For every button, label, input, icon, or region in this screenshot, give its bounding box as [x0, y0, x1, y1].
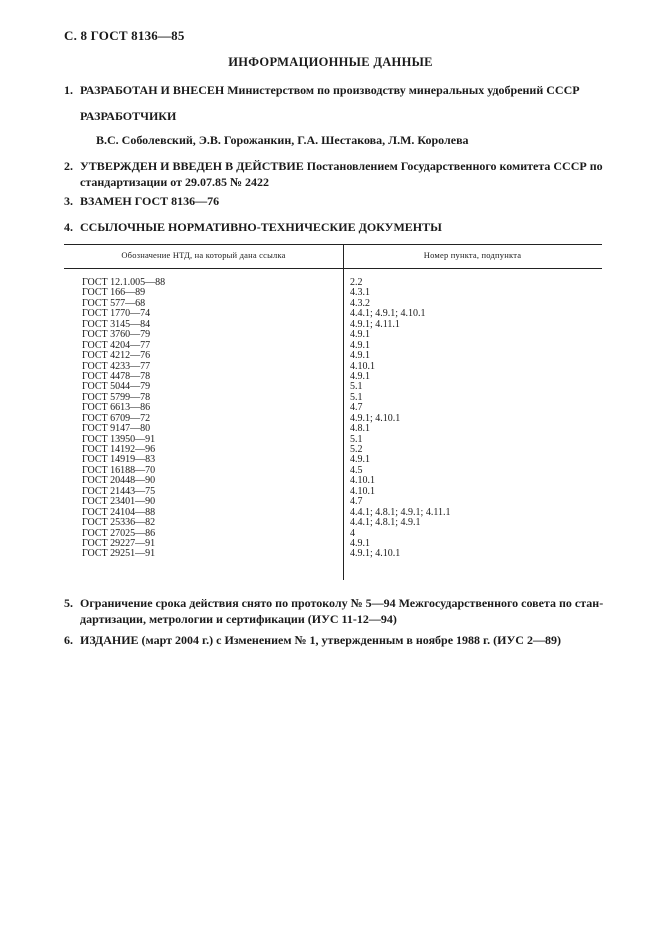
- table-cell-clause: 4.9.1; 4.10.1: [350, 548, 401, 560]
- section-2: [64, 158, 604, 190]
- section-1: [64, 82, 604, 98]
- page-header: С. 8 ГОСТ 8136—85: [64, 28, 185, 43]
- table-cell-clause: 4.9.1: [350, 329, 370, 341]
- table-cell-document: ГОСТ 25336—82: [82, 517, 156, 529]
- section-6-number: 6.: [64, 633, 73, 647]
- table-cell-clause: 5.1: [350, 433, 363, 445]
- developers-heading: РАЗРАБОТЧИКИ: [80, 109, 177, 123]
- table-cell-clause: 4.10.1: [350, 475, 375, 487]
- table-cell-document: ГОСТ 166—89: [82, 287, 146, 299]
- table-cell-clause: 4.9.1: [350, 339, 370, 351]
- section-4-number: 4.: [64, 220, 73, 234]
- table-cell-document: ГОСТ 4204—77: [82, 339, 151, 351]
- table-header-document: Обозначение НТД, на который дана ссылка: [121, 250, 286, 260]
- table-cell-clause: 4.7: [350, 496, 363, 508]
- table-header-clause: Номер пункта, подпункта: [423, 250, 522, 260]
- table-cell-document: ГОСТ 24104—88: [82, 506, 156, 518]
- table-cell-document: ГОСТ 3145—84: [82, 318, 151, 330]
- section-6: [64, 632, 604, 648]
- table-header-rule: [64, 268, 602, 269]
- table-cell-document: ГОСТ 4233—77: [82, 360, 151, 372]
- section-3: [64, 193, 604, 209]
- table-cell-clause: 4.9.1: [350, 350, 370, 362]
- table-cell-document: ГОСТ 21443—75: [82, 485, 156, 497]
- section-5-number: 5.: [64, 596, 73, 610]
- table-cell-clause: 5.1: [350, 381, 363, 393]
- table-cell-document: ГОСТ 16188—70: [82, 464, 156, 476]
- table-cell-document: ГОСТ 1770—74: [82, 308, 151, 320]
- table-cell-document: ГОСТ 14919—83: [82, 454, 156, 466]
- section-2-line-2: стандартизации от 29.07.85 № 2422: [80, 175, 270, 189]
- table-cell-clause: 2.2: [350, 277, 363, 288]
- table-cell-clause: 4.5: [350, 464, 363, 476]
- section-6-text: ИЗДАНИЕ (март 2004 г.) с Изменением № 1, утвержденным в ноябре 1988 г. (ИУС 2—89): [80, 633, 561, 647]
- table-cell-clause: 4.3.1: [350, 287, 370, 299]
- table-cell-clause: 4.9.1: [350, 370, 370, 382]
- table-row: [64, 518, 602, 528]
- table-row: [64, 424, 602, 434]
- table-cell-clause: 4.3.2: [350, 297, 370, 309]
- developers-list: В.С. Соболевский, Э.В. Горожанкин, Г.А. Шестакова, Л.М. Королева: [96, 133, 469, 147]
- table-cell-clause: 4.4.1; 4.9.1; 4.10.1: [350, 308, 426, 320]
- table-cell-document: ГОСТ 13950—91: [82, 433, 156, 445]
- table-cell-document: ГОСТ 4212—76: [82, 350, 151, 362]
- table-cell-clause: 4.4.1; 4.8.1; 4.9.1; 4.11.1: [350, 506, 451, 518]
- table-cell-clause: 4.9.1; 4.11.1: [350, 318, 400, 330]
- table-cell-clause: 4.8.1: [350, 423, 370, 435]
- table-cell-document: ГОСТ 5044—79: [82, 381, 151, 393]
- table-cell-document: ГОСТ 20448—90: [82, 475, 156, 487]
- table-cell-document: ГОСТ 29227—91: [82, 537, 156, 549]
- table-cell-clause: 4.9.1; 4.10.1: [350, 412, 401, 424]
- table-cell-clause: 4.9.1: [350, 454, 370, 466]
- table-cell-document: ГОСТ 4478—78: [82, 370, 151, 382]
- table-row: [64, 351, 602, 361]
- table-cell-clause: 5.2: [350, 444, 363, 455]
- table-cell-document: ГОСТ 12.1.005—88: [82, 277, 166, 288]
- section-1-text: РАЗРАБОТАН И ВНЕСЕН Министерством по производству минеральных удобрений СССР: [80, 83, 580, 97]
- section-5-line-2: дартизации, метрологии и сертификации (ИУС 11-12—94): [80, 612, 397, 626]
- table-top-rule: [64, 244, 602, 245]
- table-row: [64, 549, 602, 559]
- table-cell-clause: 4.4.1; 4.8.1; 4.9.1: [350, 517, 421, 529]
- document-title: ИНФОРМАЦИОННЫЕ ДАННЫЕ: [228, 55, 433, 69]
- table-cell-document: ГОСТ 5799—78: [82, 391, 151, 403]
- table-body: [64, 278, 602, 560]
- section-4-text: ССЫЛОЧНЫЕ НОРМАТИВНО-ТЕХНИЧЕСКИЕ ДОКУМЕНТЫ: [80, 220, 442, 234]
- table-cell-clause: 4.10.1: [350, 485, 375, 497]
- table-cell-clause: 4.10.1: [350, 360, 375, 372]
- table-cell-clause: 4: [350, 527, 355, 539]
- table-cell-document: ГОСТ 29251—91: [82, 548, 156, 560]
- section-3-number: 3.: [64, 194, 73, 208]
- table-cell-document: ГОСТ 27025—86: [82, 527, 156, 539]
- section-5: [64, 595, 604, 627]
- table-cell-document: ГОСТ 9147—80: [82, 423, 151, 435]
- table-cell-clause: 5.1: [350, 391, 363, 403]
- table-cell-document: ГОСТ 577—68: [82, 297, 146, 309]
- section-1-number: 1.: [64, 83, 73, 97]
- section-5-line-1: Ограничение срока действия снято по протоколу № 5—94 Межгосударственного совета по стан-: [80, 596, 604, 610]
- section-3-text: ВЗАМЕН ГОСТ 8136—76: [80, 194, 220, 208]
- table-cell-document: ГОСТ 6613—86: [82, 402, 151, 414]
- section-2-line-1: УТВЕРЖДЕН И ВВЕДЕН В ДЕЙСТВИЕ Постановлением Государственного комитета СССР по: [80, 159, 603, 173]
- table-cell-clause: 4.7: [350, 402, 363, 414]
- table-cell-document: ГОСТ 23401—90: [82, 496, 156, 508]
- section-2-number: 2.: [64, 159, 73, 173]
- section-4: [64, 219, 604, 235]
- table-cell-clause: 4.9.1: [350, 537, 370, 549]
- table-cell-document: ГОСТ 3760—79: [82, 329, 151, 341]
- table-cell-document: ГОСТ 14192—96: [82, 444, 156, 455]
- table-cell-document: ГОСТ 6709—72: [82, 412, 151, 424]
